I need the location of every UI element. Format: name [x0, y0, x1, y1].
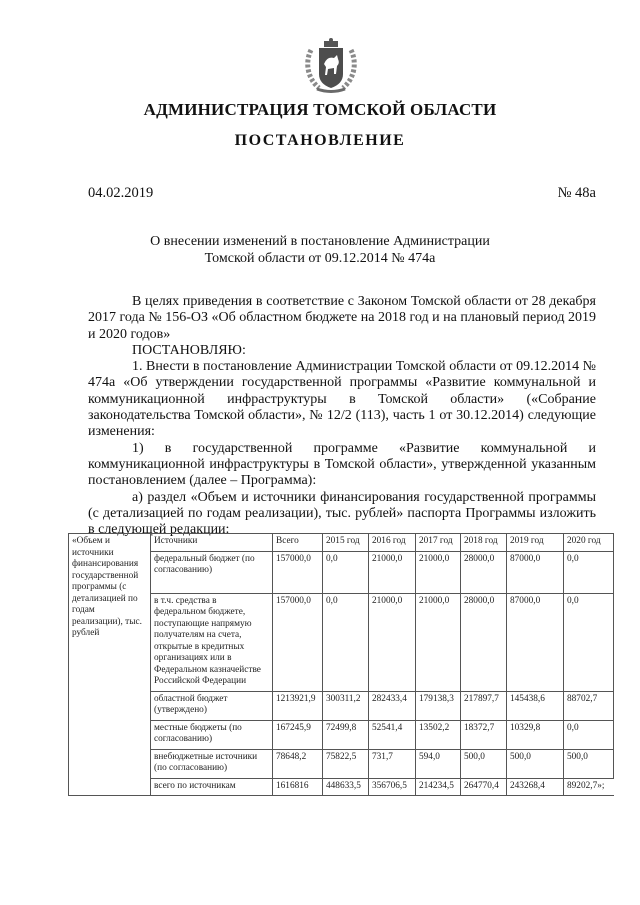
- value-cell: 157000,0: [273, 551, 323, 593]
- document-type: ПОСТАНОВЛЕНИЕ: [234, 132, 406, 149]
- value-cell: 214234,5: [416, 778, 461, 796]
- value-cell: 167245,9: [273, 720, 323, 749]
- value-cell: 0,0: [564, 593, 614, 691]
- value-cell: 1616816: [273, 778, 323, 796]
- value-cell: 145438,6: [507, 691, 564, 720]
- table-row: [69, 749, 614, 778]
- source-cell: областной бюджет (утверждено): [151, 691, 273, 720]
- value-cell: 28000,0: [461, 593, 507, 691]
- table-row: [69, 551, 614, 593]
- source-cell: федеральный бюджет (по согласованию): [151, 551, 273, 593]
- value-cell: 88702,7: [564, 691, 614, 720]
- table-header-row: [69, 534, 614, 552]
- value-cell: 500,0: [564, 749, 614, 778]
- value-cell: 0,0: [564, 551, 614, 593]
- value-cell: 594,0: [416, 749, 461, 778]
- source-cell: в т.ч. средства в федеральном бюджете, поступающие напрямую получателям на счета, открытые в кредитных организациях или в Федеральном казначействе Российской Федерации: [151, 593, 273, 691]
- tomsk-coat-of-arms-icon: [303, 36, 359, 94]
- value-cell: 356706,5: [369, 778, 416, 796]
- value-cell: 243268,4: [507, 778, 564, 796]
- item-1-paragraph: 1. Внести в постановление Администрации Томской области от 09.12.2014 № 474а «Об утверждении государственной программы «Развитие коммунальной и коммуникационной инфраструктуры в Томской области» («Собрание законодательства Томской области», № 12/2 (113), часть 1 от 30.12.2014) следующие изменения:: [88, 359, 596, 440]
- value-cell: 28000,0: [461, 551, 507, 593]
- value-cell: 157000,0: [273, 593, 323, 691]
- value-cell: 0,0: [323, 593, 369, 691]
- value-cell: 282433,4: [369, 691, 416, 720]
- source-cell: местные бюджеты (по согласованию): [151, 720, 273, 749]
- value-cell: 75822,5: [323, 749, 369, 778]
- header-cell: 2017 год: [416, 534, 461, 552]
- value-cell: 217897,7: [461, 691, 507, 720]
- header-cell: 2019 год: [507, 534, 564, 552]
- header-cell: Источники: [151, 534, 273, 552]
- organization-title: АДМИНИСТРАЦИЯ ТОМСКОЙ ОБЛАСТИ: [143, 100, 497, 119]
- document-subject: [0, 233, 640, 267]
- document-body: [88, 294, 596, 538]
- table-row: [69, 720, 614, 749]
- value-cell: 21000,0: [369, 551, 416, 593]
- funding-table: [68, 533, 614, 796]
- value-cell: 18372,7: [461, 720, 507, 749]
- value-cell: 10329,8: [507, 720, 564, 749]
- document-number: № 48а: [557, 185, 596, 201]
- value-cell: 1213921,9: [273, 691, 323, 720]
- value-cell: 21000,0: [416, 593, 461, 691]
- item-1-1-a-paragraph: а) раздел «Объем и источники финансирования государственной программы (с детализацией по годам реализации), тыс. рублей» паспорта Программы изложить в следующей редакции:: [88, 489, 596, 538]
- value-cell: 500,0: [461, 749, 507, 778]
- value-cell: 500,0: [507, 749, 564, 778]
- source-cell: всего по источникам: [151, 778, 273, 796]
- value-cell: 0,0: [323, 551, 369, 593]
- header-cell: 2015 год: [323, 534, 369, 552]
- header-cell: 2018 год: [461, 534, 507, 552]
- document-date: 04.02.2019: [88, 185, 154, 201]
- preamble-paragraph: В целях приведения в соответствие с Законом Томской области от 28 декабря 2017 года № 156-ОЗ «Об областном бюджете на 2018 год и на плановый период 2019 и 2020 годов»: [88, 294, 596, 342]
- subject-line-1: О внесении изменений в постановление Администрации: [150, 234, 490, 249]
- value-cell: 78648,2: [273, 749, 323, 778]
- table-row: [69, 691, 614, 720]
- table-row-label: «Объем и источники финансирования государственной программы (с детализацией по годам реализации), тыс. рублей: [69, 534, 151, 796]
- resolve-heading: ПОСТАНОВЛЯЮ:: [132, 342, 246, 358]
- value-cell: 52541,4: [369, 720, 416, 749]
- value-cell: 448633,5: [323, 778, 369, 796]
- header-cell: 2020 год: [564, 534, 614, 552]
- value-cell: 731,7: [369, 749, 416, 778]
- value-cell: 89202,7»;: [564, 778, 614, 796]
- value-cell: 72499,8: [323, 720, 369, 749]
- table-row: [69, 593, 614, 691]
- header-cell: 2016 год: [369, 534, 416, 552]
- table-total-row: [69, 778, 614, 796]
- value-cell: 87000,0: [507, 551, 564, 593]
- item-1-1-paragraph: 1) в государственной программе «Развитие коммунальной и коммуникационной инфраструктуры в Томской области», утвержденной указанным постановлением (далее – Программа):: [88, 440, 596, 489]
- source-cell: внебюджетные источники (по согласованию): [151, 749, 273, 778]
- value-cell: 13502,2: [416, 720, 461, 749]
- value-cell: 87000,0: [507, 593, 564, 691]
- value-cell: 179138,3: [416, 691, 461, 720]
- header-cell: Всего: [273, 534, 323, 552]
- value-cell: 21000,0: [416, 551, 461, 593]
- subject-line-2: Томской области от 09.12.2014 № 474а: [204, 251, 436, 266]
- value-cell: 21000,0: [369, 593, 416, 691]
- value-cell: 0,0: [564, 720, 614, 749]
- value-cell: 264770,4: [461, 778, 507, 796]
- value-cell: 300311,2: [323, 691, 369, 720]
